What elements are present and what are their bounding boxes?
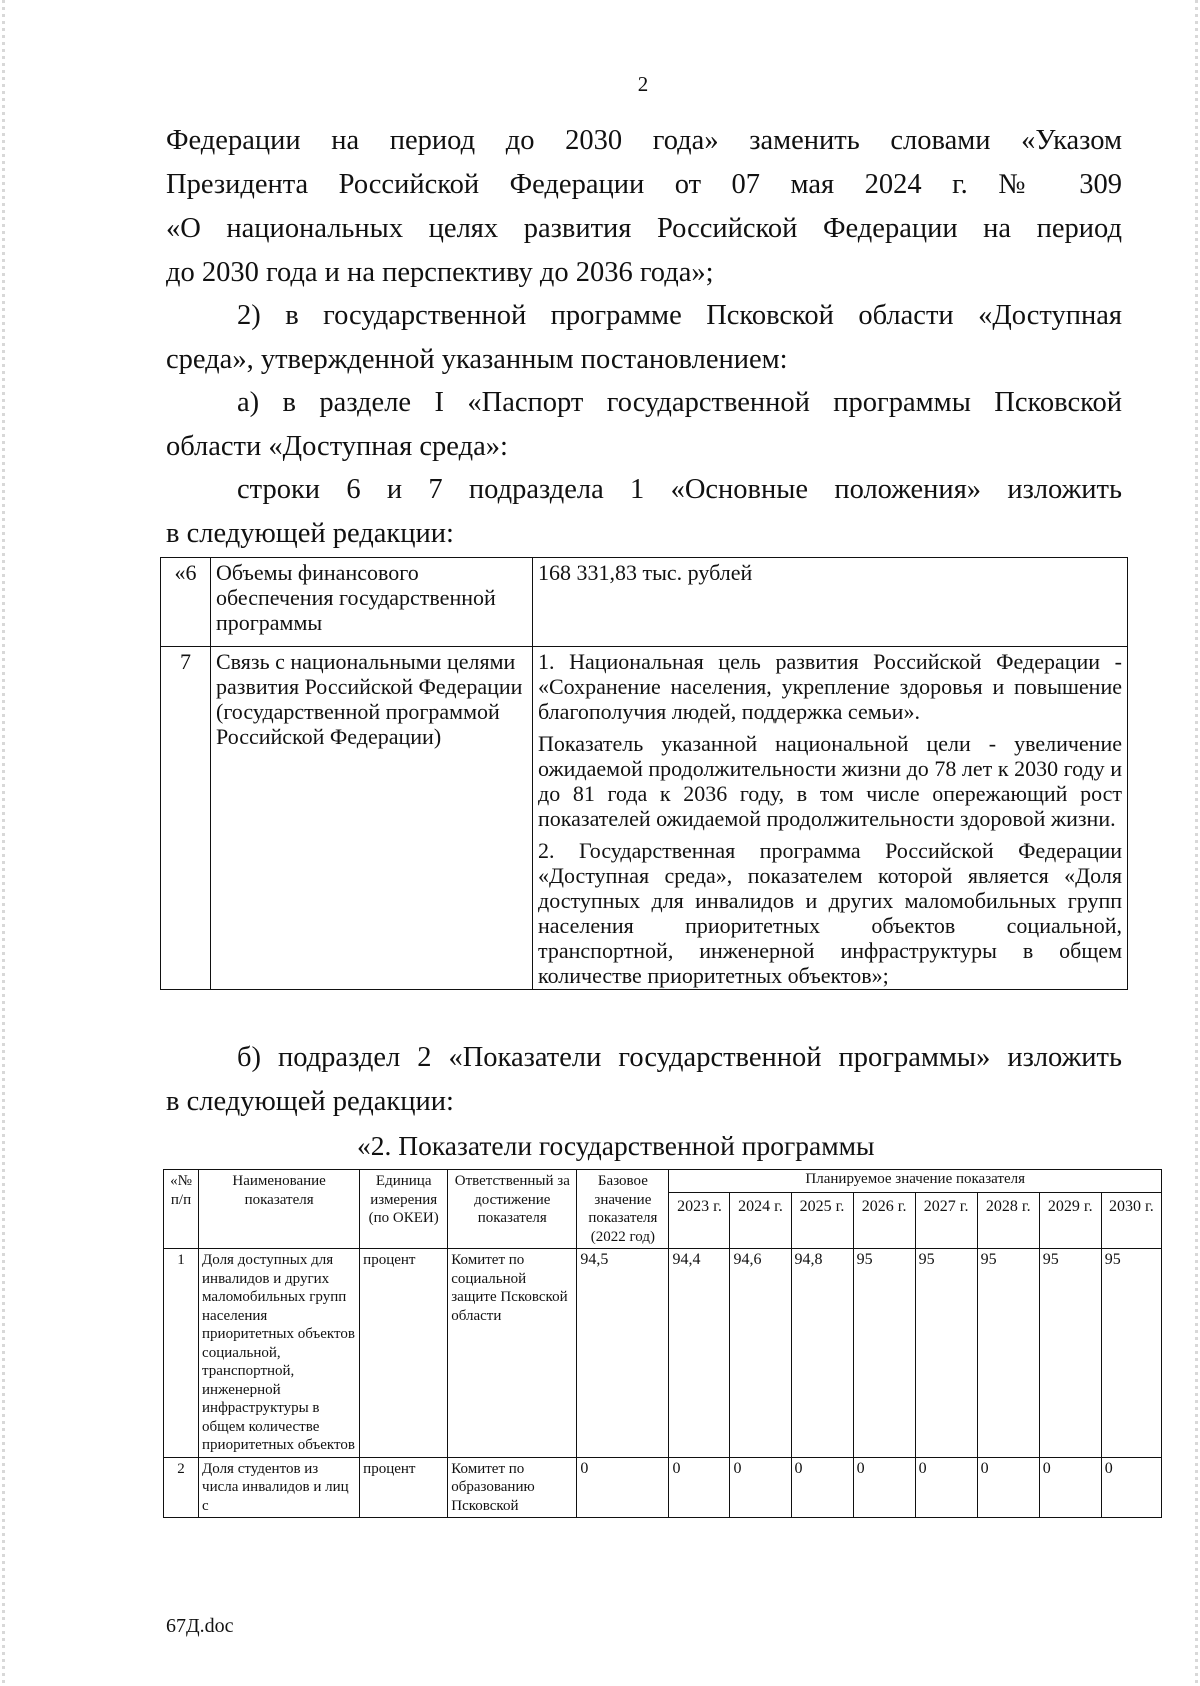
row-name: Доля доступных для инвалидов и других маломобильных групп населения приоритетных объектов социальной, транспортной, инженерной инфраструктуры в общем количестве приоритетных объектов xyxy=(199,1249,360,1458)
paragraph-line: в следующей редакции: xyxy=(166,518,454,549)
header-responsible: Ответственный за достижение показателя xyxy=(448,1170,577,1249)
row-year-value: 0 xyxy=(791,1457,853,1518)
row-number: 1 xyxy=(164,1249,199,1458)
row-unit: процент xyxy=(360,1249,448,1458)
paragraph-line: области «Доступная среда»: xyxy=(166,431,508,462)
paragraph-line: «О национальных целях развития Российской Федерации на период xyxy=(166,213,1122,244)
row-year-value: 0 xyxy=(915,1457,977,1518)
row-base-value: 94,5 xyxy=(577,1249,669,1458)
paragraph-line: в следующей редакции: xyxy=(166,1086,454,1117)
indicators-table xyxy=(163,1169,1162,1518)
page-number: 2 xyxy=(637,72,649,96)
header-base: Базовое значение показателя (2022 год) xyxy=(577,1170,669,1249)
table-row xyxy=(161,558,1128,647)
header-year: 2027 г. xyxy=(915,1193,977,1249)
value-paragraph: 2. Государственная программа Российской Федерации «Доступная среда», показателем которой является «Доля доступных для инвалидов и других маломобильных групп населения приоритетных объектов социальной, транспортной, инженерной инфраструктуры в общем количестве приоритетных объектов»; xyxy=(538,838,1122,988)
paragraph-line: Президента Российской Федерации от 07 мая 2024 г. № 309 xyxy=(166,169,1122,200)
row-base-value: 0 xyxy=(577,1457,669,1518)
table-row xyxy=(161,647,1128,990)
scan-edge-right xyxy=(1195,0,1198,1686)
header-year: 2028 г. xyxy=(977,1193,1039,1249)
document-filename: 67Д.doc xyxy=(166,1615,234,1637)
value-paragraph: Показатель указанной национальной цели - увеличение ожидаемой продолжительности жизни до 78 лет к 2030 году и до 81 года к 2036 году, в том числе опережающий рост показателей ожидаемой продолжительности здоровой жизни. xyxy=(538,731,1122,831)
header-year: 2023 г. xyxy=(669,1193,730,1249)
header-year: 2024 г. xyxy=(730,1193,791,1249)
table-caption: «2. Показатели государственной программы xyxy=(357,1130,875,1161)
row-year-value: 95 xyxy=(1101,1249,1161,1458)
row-name: Объемы финансового обеспечения государственной программы xyxy=(211,558,533,647)
table-row xyxy=(164,1249,1162,1458)
value-paragraph: 168 331,83 тыс. рублей xyxy=(538,560,753,585)
header-year: 2026 г. xyxy=(853,1193,915,1249)
row-value xyxy=(533,558,1128,647)
row-value xyxy=(533,647,1128,990)
row-year-value: 94,6 xyxy=(730,1249,791,1458)
header-name: Наименование показателя xyxy=(199,1170,360,1249)
row-year-value: 0 xyxy=(1101,1457,1161,1518)
header-planned: Планируемое значение показателя xyxy=(669,1170,1162,1193)
row-responsible: Комитет по образованию Псковской xyxy=(448,1457,577,1518)
row-year-value: 94,4 xyxy=(669,1249,730,1458)
row-number: 2 xyxy=(164,1457,199,1518)
paragraph-line: до 2030 года и на перспективу до 2036 года»; xyxy=(166,257,714,288)
row-year-value: 0 xyxy=(730,1457,791,1518)
row-year-value: 0 xyxy=(1039,1457,1101,1518)
header-year: 2030 г. xyxy=(1101,1193,1161,1249)
row-responsible: Комитет по социальной защите Псковской области xyxy=(448,1249,577,1458)
passport-table xyxy=(160,557,1128,990)
header-row xyxy=(164,1170,1162,1193)
paragraph-line: строки 6 и 7 подраздела 1 «Основные положения» изложить xyxy=(237,474,1122,505)
header-unit: Единица измерения (по ОКЕИ) xyxy=(360,1170,448,1249)
table-row xyxy=(164,1457,1162,1518)
row-unit: процент xyxy=(360,1457,448,1518)
header-year: 2025 г. xyxy=(791,1193,853,1249)
header-num: «№ п/п xyxy=(164,1170,199,1249)
row-year-value: 95 xyxy=(977,1249,1039,1458)
paragraph-line: 2) в государственной программе Псковской области «Доступная xyxy=(237,300,1122,331)
row-number: 7 xyxy=(161,647,211,990)
value-paragraph: 1. Национальная цель развития Российской Федерации - «Сохранение населения, укрепление здоровья и повышение благополучия людей, поддержка семьи». xyxy=(538,649,1122,724)
row-name: Доля студентов из числа инвалидов и лиц с xyxy=(199,1457,360,1518)
row-year-value: 95 xyxy=(853,1249,915,1458)
row-year-value: 0 xyxy=(977,1457,1039,1518)
row-year-value: 94,8 xyxy=(791,1249,853,1458)
paragraph-line: среда», утвержденной указанным постановлением: xyxy=(166,344,788,375)
scan-edge-left xyxy=(2,0,5,1686)
row-name: Связь с национальными целями развития Российской Федерации (государственной программой Российской Федерации) xyxy=(211,647,533,990)
row-year-value: 95 xyxy=(915,1249,977,1458)
header-year: 2029 г. xyxy=(1039,1193,1101,1249)
row-number: «6 xyxy=(161,558,211,647)
row-year-value: 0 xyxy=(853,1457,915,1518)
paragraph-line: а) в разделе I «Паспорт государственной программы Псковской xyxy=(237,387,1122,418)
paragraph-line: б) подраздел 2 «Показатели государственной программы» изложить xyxy=(237,1042,1122,1073)
row-year-value: 95 xyxy=(1039,1249,1101,1458)
paragraph-line: Федерации на период до 2030 года» заменить словами «Указом xyxy=(166,125,1122,156)
row-year-value: 0 xyxy=(669,1457,730,1518)
